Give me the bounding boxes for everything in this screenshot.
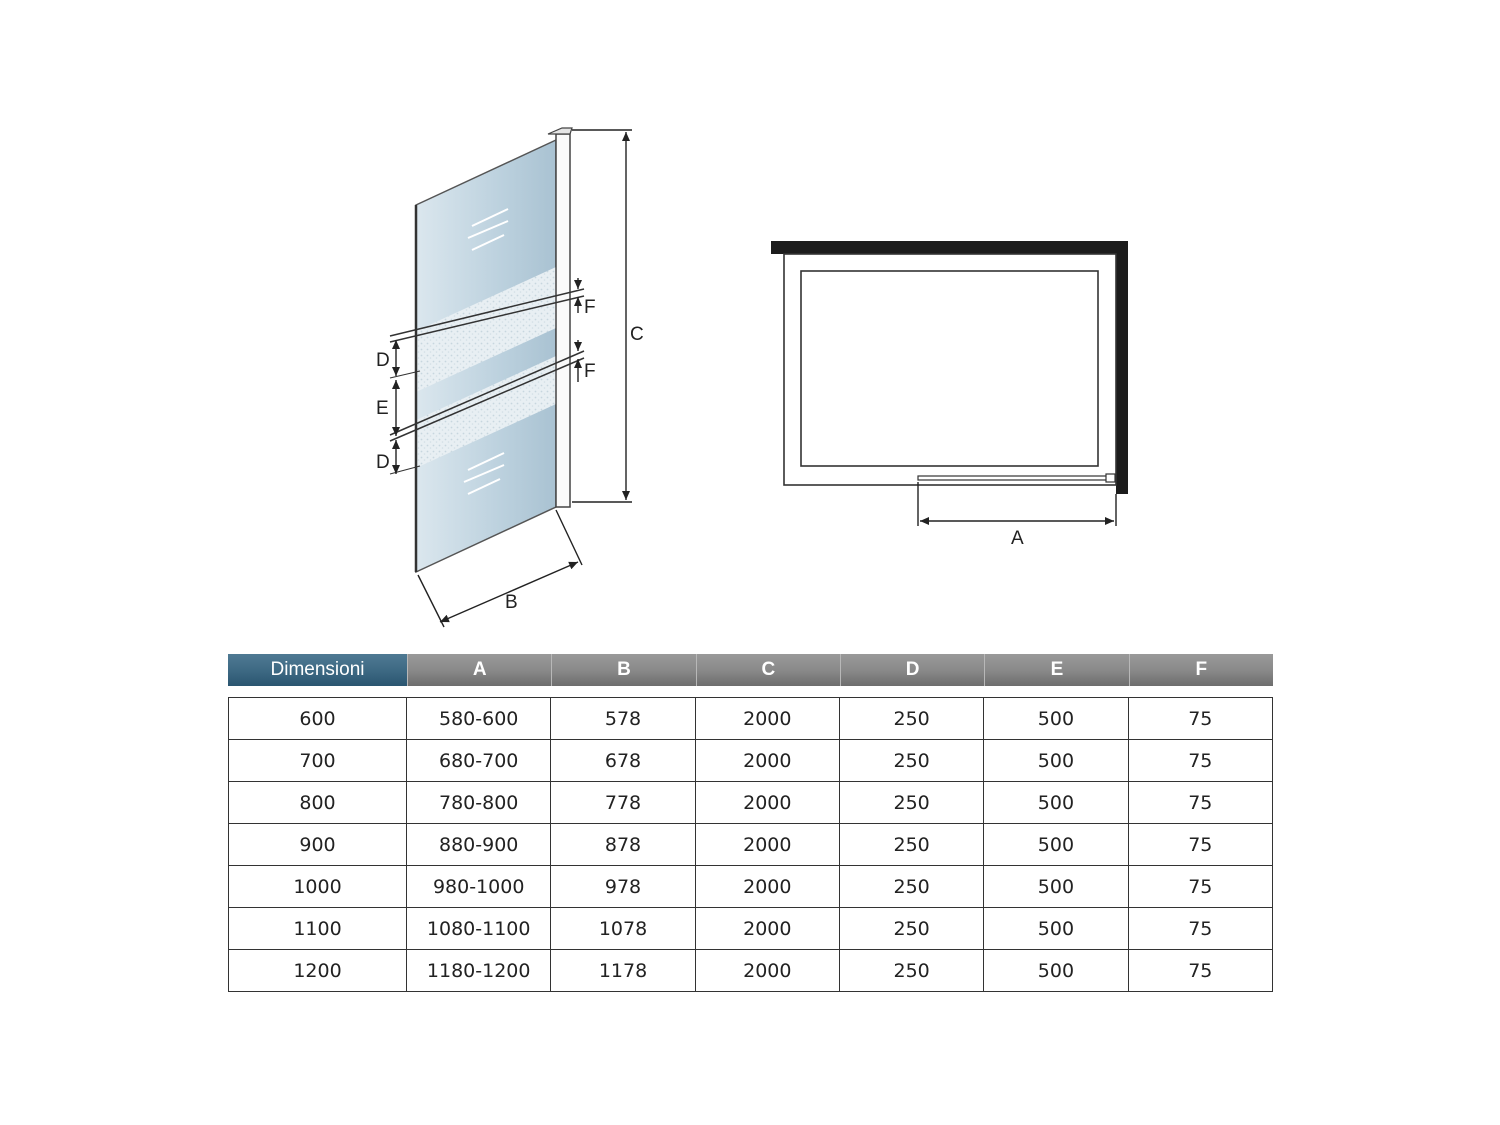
cell-c: 2000: [696, 908, 840, 950]
table-row: [228, 824, 1273, 866]
cell-dimensioni: 1200: [228, 950, 407, 992]
cell-a: 1080-1100: [407, 908, 551, 950]
dimension-e: [376, 380, 396, 436]
cell-d: 250: [840, 697, 984, 740]
glass-panel: [390, 128, 584, 572]
header-a: A: [407, 654, 551, 686]
dimension-d-bottom: [376, 440, 396, 474]
table-row: [228, 950, 1273, 992]
cell-f: 75: [1129, 908, 1273, 950]
header-d: D: [840, 654, 984, 686]
cell-dimensioni: 600: [228, 697, 407, 740]
cell-c: 2000: [696, 697, 840, 740]
tray-inner: [801, 271, 1098, 466]
dimension-f-top: [578, 278, 596, 318]
cell-c: 2000: [696, 824, 840, 866]
cell-dimensioni: 1000: [228, 866, 407, 908]
cell-d: 250: [840, 824, 984, 866]
label-b: B: [505, 592, 518, 613]
wall-profile: [556, 134, 570, 507]
cell-b: 978: [551, 866, 695, 908]
header-e: E: [984, 654, 1128, 686]
cell-f: 75: [1129, 697, 1273, 740]
label-f-bottom: F: [584, 361, 596, 382]
panel-bracket: [1106, 474, 1115, 482]
header-b: B: [551, 654, 695, 686]
cell-a: 980-1000: [407, 866, 551, 908]
table-row: [228, 740, 1273, 782]
cell-e: 500: [984, 908, 1128, 950]
cell-a: 680-700: [407, 740, 551, 782]
plan-view: [771, 241, 1128, 494]
header-f: F: [1129, 654, 1273, 686]
cell-d: 250: [840, 950, 984, 992]
cell-a: 1180-1200: [407, 950, 551, 992]
cell-d: 250: [840, 866, 984, 908]
cell-dimensioni: 1100: [228, 908, 407, 950]
cell-b: 878: [551, 824, 695, 866]
header-dimensioni: Dimensioni: [228, 654, 407, 686]
cell-dimensioni: 800: [228, 782, 407, 824]
cell-b: 678: [551, 740, 695, 782]
cell-c: 2000: [696, 950, 840, 992]
cell-e: 500: [984, 824, 1128, 866]
label-c: C: [630, 324, 644, 345]
table-row: [228, 908, 1273, 950]
cell-dimensioni: 900: [228, 824, 407, 866]
header-c: C: [696, 654, 840, 686]
cell-a: 780-800: [407, 782, 551, 824]
cell-f: 75: [1129, 824, 1273, 866]
dimension-a: [918, 482, 1116, 549]
cell-b: 1078: [551, 908, 695, 950]
cell-d: 250: [840, 740, 984, 782]
table-row: [228, 782, 1273, 824]
cell-e: 500: [984, 697, 1128, 740]
cell-f: 75: [1129, 866, 1273, 908]
table-row: [228, 866, 1273, 908]
cell-b: 1178: [551, 950, 695, 992]
dimension-c: [572, 130, 644, 502]
dimensions-table: [228, 654, 1273, 992]
cell-dimensioni: 700: [228, 740, 407, 782]
cell-d: 250: [840, 782, 984, 824]
wall-profile-cap: [548, 128, 572, 134]
cell-f: 75: [1129, 782, 1273, 824]
cell-e: 500: [984, 866, 1128, 908]
cell-b: 778: [551, 782, 695, 824]
cell-a: 880-900: [407, 824, 551, 866]
label-d-bottom: D: [376, 452, 390, 473]
dimension-f-bottom: [578, 340, 596, 382]
cell-e: 500: [984, 740, 1128, 782]
table-row: [228, 697, 1273, 740]
cell-f: 75: [1129, 950, 1273, 992]
label-d-top: D: [376, 350, 390, 371]
dimension-d-top: [376, 340, 396, 376]
cell-e: 500: [984, 782, 1128, 824]
glass-panel-plan: [918, 476, 1114, 480]
cell-f: 75: [1129, 740, 1273, 782]
cell-d: 250: [840, 908, 984, 950]
label-a: A: [1011, 528, 1024, 549]
cell-a: 580-600: [407, 697, 551, 740]
table-header-row: [228, 654, 1273, 686]
cell-c: 2000: [696, 866, 840, 908]
label-e: E: [376, 398, 389, 419]
cell-c: 2000: [696, 740, 840, 782]
cell-b: 578: [551, 697, 695, 740]
cell-c: 2000: [696, 782, 840, 824]
cell-e: 500: [984, 950, 1128, 992]
label-f-top: F: [584, 297, 596, 318]
